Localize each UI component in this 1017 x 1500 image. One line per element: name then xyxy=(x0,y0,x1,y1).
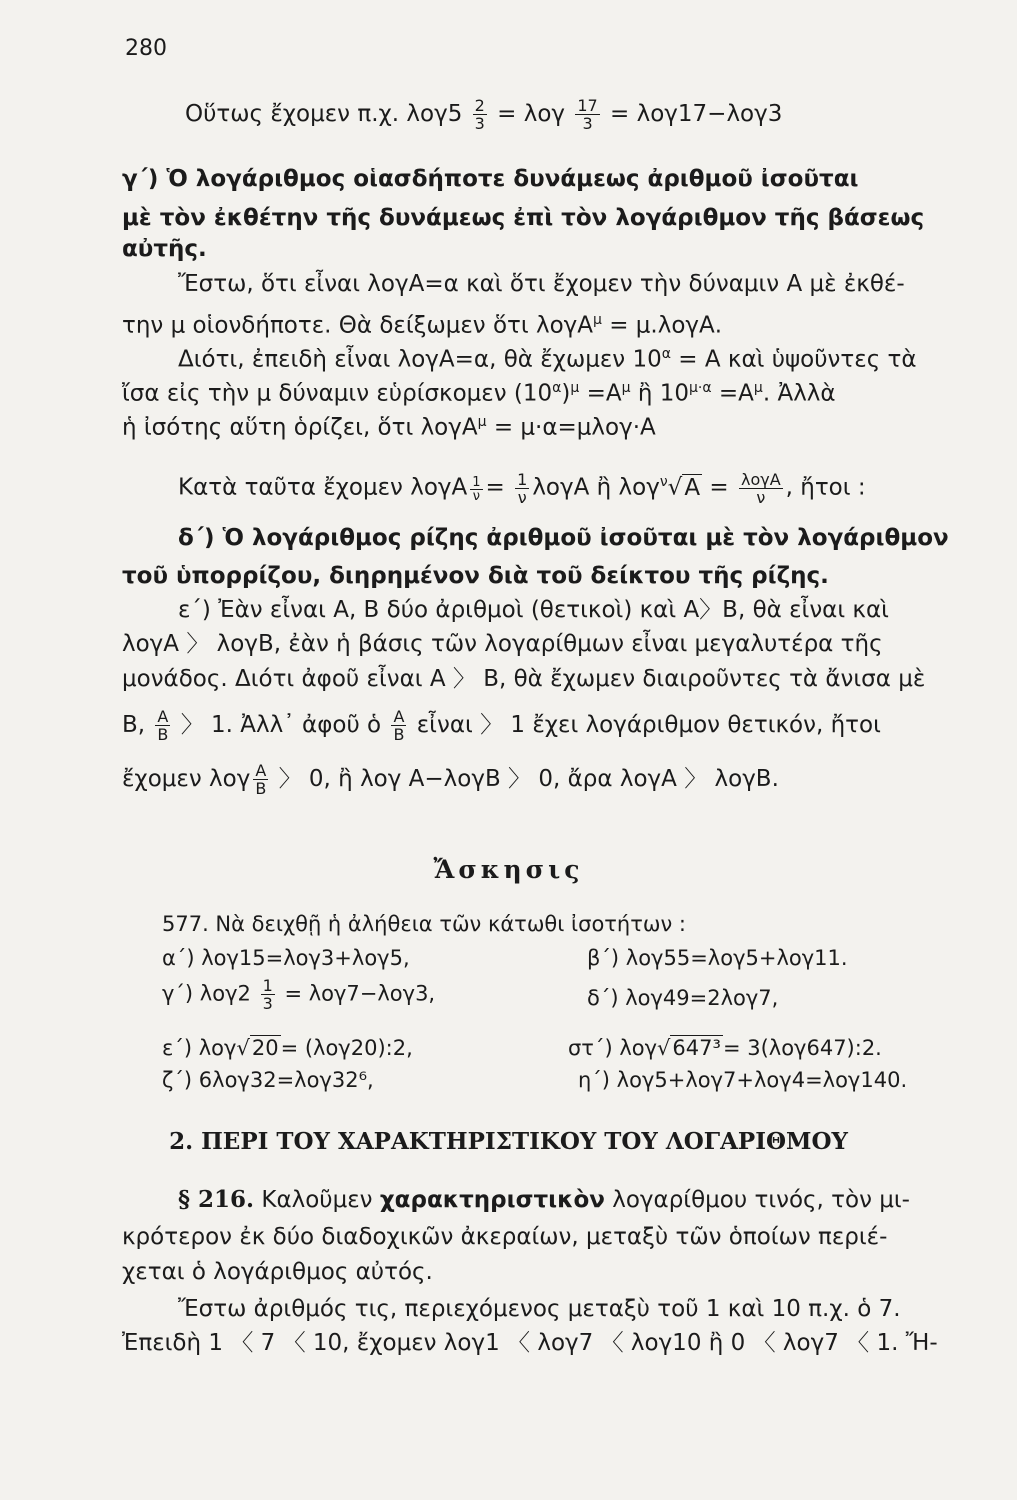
rule-e-line-2: λογΑ 〉 λογΒ, ἐὰν ἡ βάσις τῶν λογαρίθμων εἶναι μεγαλυτέρα τῆς xyxy=(122,631,883,657)
example-lead: Οὕτως ἔχομεν π.χ. λογ5 xyxy=(185,101,463,127)
rule-c-line-1: γ΄) Ὁ λογάριθμος οἱασδήποτε δυνάμεως ἀριθμοῦ ἰσοῦται xyxy=(122,166,859,192)
rule-e-line-4: Β, $\frac{A}{B}$ 〉 1. Ἀλλ᾽ ἀφοῦ ὁ $\frac{A}{B}$ εἶναι 〉 1 ἔχει λογάριθμον θετικόν, ἤτοι xyxy=(122,707,881,744)
proof-c-line-3: Διότι, ἐπειδὴ εἶναι λογΑ=α, θὰ ἔχωμεν $10^\alpha = A$ καὶ ὑψοῦντες τὰ xyxy=(178,346,917,373)
fraction-a-over-b: $\frac{A}{B}$ xyxy=(393,707,405,744)
exercises-title: Ἄσκησις xyxy=(433,855,584,884)
rule-c-line-3: αὐτῆς. xyxy=(122,236,207,262)
section-line-3: χεται ὁ λογάριθμος αὐτός. xyxy=(122,1259,433,1285)
section-line-2: κρότερον ἐκ δύο διαδοχικῶν ἀκεραίων, μεταξὺ τῶν ὁποίων περιέ- xyxy=(122,1224,888,1250)
exercise-c: γ΄) λογ2 $\frac{1}{3}$ = λογ7−λογ3, xyxy=(162,976,436,1013)
exercise-h: η΄) λογ5+λογ7+λογ4=λογ140. xyxy=(578,1068,908,1092)
rule-e-line-5: ἔχομεν λογ $\frac{A}{B}$ 〉 0, ἢ λογ Α−λογΒ 〉 0, ἄρα λογΑ 〉 λογΒ. xyxy=(122,761,779,798)
fraction-a-over-b: $\frac{A}{B}$ xyxy=(255,761,267,798)
exponent-1-over-nu: $\frac{1}{\nu}$ xyxy=(472,475,481,504)
fraction-1-3: $\frac{1}{3}$ xyxy=(262,976,273,1013)
fraction-17-3: $\frac{17}{3}$ xyxy=(577,96,598,133)
proof-c-line-4: ἴσα εἰς τὴν μ δύναμιν εὑρίσκομεν $(10^\alpha)^\mu =A^\mu$ ἢ $10^{\mu\cdot\alpha} =A^\mu$. Ἀλλὰ xyxy=(122,380,836,407)
exercise-d: δ΄) λογ49=2λογ7, xyxy=(587,986,779,1010)
radical-sign: √ xyxy=(657,1036,671,1060)
fraction-a-over-b: $\frac{A}{B}$ xyxy=(157,707,169,744)
root-line: Κατὰ ταῦτα ἔχομεν λογΑ $\frac{1}{\nu}$ = $\frac{1}{\nu}$ λογΑ ἢ λογ$^\nu$√Α = $\frac{\text{λογΑ}}{\nu}$ , ἤτοι : xyxy=(178,469,866,507)
proof-c-line-2: την μ οἱονδήποτε. Θὰ δείξωμεν ὅτι λογΑ$^\mu$ = μ.λογΑ. xyxy=(122,312,723,339)
section-line-4: Ἔστω ἀριθμός τις, περιεχόμενος μεταξὺ τοῦ 1 καὶ 10 π.χ. ὁ 7. xyxy=(178,1296,901,1322)
fraction-log-over-nu: $\frac{\text{λογΑ}}{\nu}$ xyxy=(740,469,781,507)
rule-e-line-3: μονάδος. Διότι ἀφοῦ εἶναι Α 〉 Β, θὰ ἔχωμεν διαιροῦντες τὰ ἄνισα μὲ xyxy=(122,666,926,692)
radical-sign: √ xyxy=(236,1036,250,1060)
rule-d-line-1: δ΄) Ὁ λογάριθμος ρίζης ἀριθμοῦ ἰσοῦται μὲ τὸν λογάριθμον xyxy=(178,525,949,551)
proof-c-line-1: Ἔστω, ὅτι εἶναι λογΑ=α καὶ ὅτι ἔχομεν τὴν δύναμιν Α μὲ ἐκθέ- xyxy=(178,271,905,297)
exercise-st: στ΄) λογ√647³= 3(λογ647):2. xyxy=(568,1036,882,1060)
example-tail: = λογ17−λογ3 xyxy=(610,101,783,127)
example-line xyxy=(185,97,1017,132)
section-title: 2. ΠΕΡΙ ΤΟΥ ΧΑΡΑΚΤΗΡΙΣΤΙΚΟΥ ΤΟΥ ΛΟΓΑΡΙΘΜΟΥ xyxy=(169,1128,848,1155)
fraction-2-3: $\frac{2}{3}$ xyxy=(474,96,485,133)
example-eq: = λογ xyxy=(497,101,566,127)
exercise-a: α΄) λογ15=λογ3+λογ5, xyxy=(162,946,410,970)
exercise-z: ζ΄) 6λογ32=λογ32⁶, xyxy=(162,1068,374,1092)
exercise-intro: 577. Νὰ δειχθῇ ἡ ἀλήθεια τῶν κάτωθι ἰσοτήτων : xyxy=(162,912,686,936)
exercise-b: β΄) λογ55=λογ5+λογ11. xyxy=(587,946,848,970)
page-number: 280 xyxy=(125,36,167,61)
exercise-e: ε΄) λογ√20= (λογ20):2, xyxy=(162,1036,413,1060)
section-line-1: § 216. Καλοῦμεν χαρακτηριστικὸν λογαρίθμου τινός, τὸν μι- xyxy=(178,1186,910,1213)
radical-sign: √ xyxy=(667,474,683,501)
section-line-5: Ἐπειδὴ 1 〈 7 〈 10, ἔχομεν λογ1 〈 λογ7 〈 λογ10 ἢ 0 〈 λογ7 〈 1. Ἤ- xyxy=(122,1330,938,1356)
rule-d-line-2: τοῦ ὑπορρίζου, διηρημένον διὰ τοῦ δείκτου τῆς ρίζης. xyxy=(122,563,829,589)
proof-c-line-5: ἡ ἰσότης αὕτη ὁρίζει, ὅτι λογΑ$^\mu$ = μ·α=μλογ·Α xyxy=(122,414,656,441)
rule-c-line-2: μὲ τὸν ἐκθέτην τῆς δυνάμεως ἐπὶ τὸν λογάριθμον τῆς βάσεως xyxy=(122,205,925,231)
rule-e-line-1: ε΄) Ἐὰν εἶναι Α, Β δύο ἀριθμοὶ (θετικοὶ) καὶ Α〉Β, θὰ εἶναι καὶ xyxy=(178,597,889,623)
fraction-1-over-nu: $\frac{1}{\nu}$ xyxy=(517,469,528,507)
